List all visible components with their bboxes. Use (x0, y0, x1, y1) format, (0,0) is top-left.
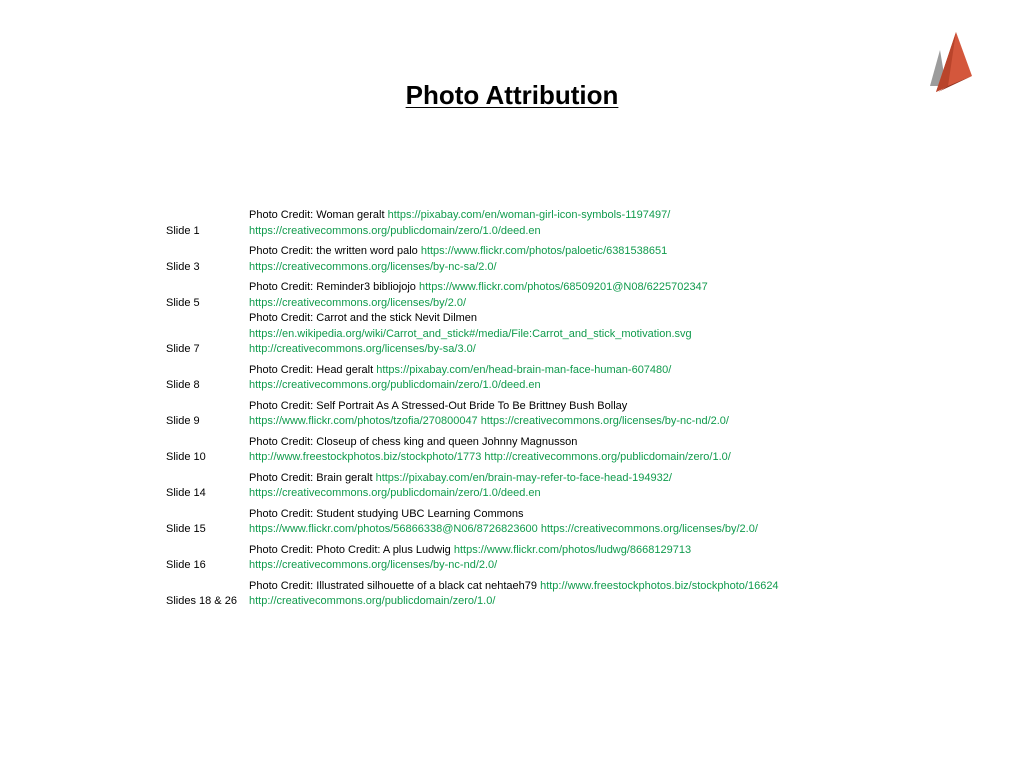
slide-label: Slide 7 (166, 343, 200, 355)
credit-text (249, 208, 866, 239)
credit-text (249, 471, 866, 502)
license-link[interactable]: https://creativecommons.org/licenses/by-nc-nd/2.0/ (249, 559, 498, 571)
credit-title: Photo Credit: Reminder3 bibliojojo (249, 281, 416, 293)
slide-label: Slide 15 (166, 523, 206, 535)
slide-label: Slides 18 & 26 (166, 595, 237, 607)
license-link[interactable]: http://creativecommons.org/publicdomain/zero/1.0/ (249, 595, 496, 607)
credit-row (166, 435, 866, 466)
credit-text (249, 507, 866, 538)
source-link[interactable]: https://pixabay.com/en/woman-girl-icon-symbols-1197497/ (387, 209, 671, 221)
license-link[interactable]: https://creativecommons.org/licenses/by/2.0/ (249, 296, 467, 309)
credit-row (166, 543, 866, 574)
source-link[interactable]: https://www.flickr.com/photos/68509201@N08/6225702347 (419, 281, 708, 293)
credit-title: Photo Credit: Self Portrait As A Stressed-Out Bride To Be Brittney Bush Bollay (249, 399, 628, 412)
credit-title: Photo Credit: the written word palo (249, 245, 418, 257)
license-link[interactable]: https://creativecommons.org/licenses/by/2.0/ (540, 523, 758, 535)
credit-text (249, 280, 866, 311)
source-link[interactable]: https://www.flickr.com/photos/56866338@N06/8726823600 (249, 523, 538, 535)
credit-text (249, 244, 866, 275)
license-link[interactable]: https://creativecommons.org/publicdomain/zero/1.0/deed.en (249, 487, 541, 499)
license-link[interactable]: https://creativecommons.org/publicdomain/zero/1.0/deed.en (249, 379, 541, 391)
license-link[interactable]: https://creativecommons.org/licenses/by-nc-nd/2.0/ (480, 415, 729, 427)
license-link[interactable]: http://creativecommons.org/publicdomain/zero/1.0/ (484, 451, 731, 463)
attribution-table (166, 208, 866, 610)
slide-label: Slide 10 (166, 451, 206, 463)
slide-label: Slide 5 (166, 296, 200, 309)
slide-label: Slide 1 (166, 224, 200, 237)
credit-title: Photo Credit: Closeup of chess king and queen Johnny Magnusson (249, 435, 578, 448)
source-link[interactable]: https://www.flickr.com/photos/paloetic/6381538651 (420, 245, 668, 257)
credit-row (166, 507, 866, 538)
credit-title: Photo Credit: Student studying UBC Learning Commons (249, 507, 524, 520)
slide-label: Slide 9 (166, 415, 200, 427)
credit-text (249, 363, 866, 394)
source-link[interactable]: https://pixabay.com/en/brain-may-refer-to-face-head-194932/ (375, 471, 672, 484)
license-link[interactable]: http://creativecommons.org/licenses/by-sa/3.0/ (249, 343, 476, 355)
credit-row (166, 579, 866, 610)
source-link[interactable]: https://en.wikipedia.org/wiki/Carrot_and_stick#/media/File:Carrot_and_stick_motivation.svg (249, 327, 692, 340)
credit-text (249, 435, 866, 466)
page-title: Photo Attribution (405, 80, 619, 110)
credit-title: Photo Credit: Photo Credit: A plus Ludwig (249, 543, 451, 556)
license-link[interactable]: https://creativecommons.org/licenses/by-nc-sa/2.0/ (249, 260, 497, 273)
credit-row (166, 399, 866, 430)
source-link[interactable]: https://pixabay.com/en/head-brain-man-face-human-607480/ (376, 363, 672, 376)
credit-text (249, 579, 866, 610)
source-link[interactable]: http://www.freestockphotos.biz/stockphoto/16624 (540, 579, 779, 592)
credit-text (249, 311, 866, 358)
credit-row (166, 280, 866, 311)
slide-label: Slide 14 (166, 487, 206, 499)
credit-row (166, 208, 866, 239)
license-link[interactable]: https://creativecommons.org/publicdomain/zero/1.0/deed.en (249, 224, 541, 237)
credit-text (249, 399, 866, 430)
slide-label: Slide 16 (166, 559, 206, 571)
credit-title: Photo Credit: Woman geralt (249, 209, 385, 221)
source-link[interactable]: http://www.freestockphotos.biz/stockphoto/1773 (249, 451, 482, 463)
source-link[interactable]: https://www.flickr.com/photos/ludwg/8668129713 (453, 543, 692, 556)
credit-title: Photo Credit: Carrot and the stick Nevit Dilmen (249, 312, 478, 324)
credit-row (166, 311, 866, 358)
slide-label: Slide 8 (166, 379, 200, 391)
credit-title: Photo Credit: Brain geralt (249, 471, 373, 484)
credit-title: Photo Credit: Illustrated silhouette of a black cat nehtaeh79 (249, 579, 538, 592)
slide-label: Slide 3 (166, 260, 200, 273)
source-link[interactable]: https://www.flickr.com/photos/tzofia/270800047 (249, 415, 478, 427)
credit-row (166, 244, 866, 275)
credit-row (166, 363, 866, 394)
credit-row (166, 471, 866, 502)
credit-text (249, 543, 866, 574)
credit-title: Photo Credit: Head geralt (249, 363, 374, 376)
